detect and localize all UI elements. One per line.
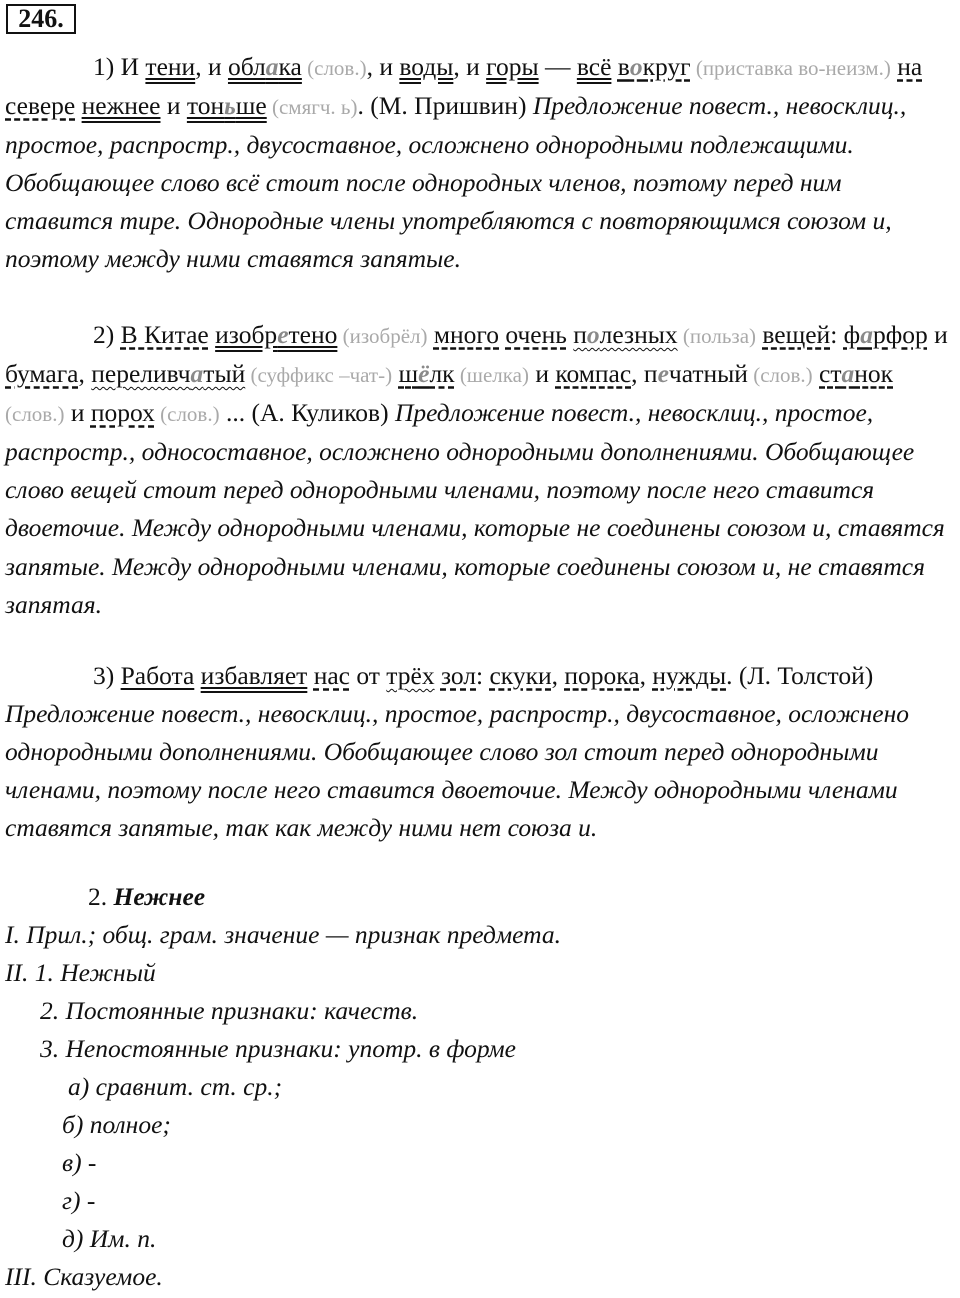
adverbial: В Китае [120,320,209,349]
subject: тени [145,52,196,81]
exercise-number: 246. [6,4,76,34]
morph-line: II. 1. Нежный [5,958,156,987]
generalizing-word: вещей [762,320,831,349]
sentence-2: 2) В Китае изобретено (изобрёл) много очень полезных (польза) вещей: фарфор и бумага, переливчатый (суффикс –чат-) шёлк (шелка) и компас, печатный (слов.) станок (слов.) и порох (слов.) ... (А. Куликов) Предложение повест., невосклиц., простое, распростр., односоставное, осложнено однородными дополнениями. Обобщающее слово вещей стоит перед однородными членами, поэтому после него ставится двоеточие. Между однородными членами, которые не соединены союзом и, ставятся запятые. Между однородными членами, которые соединены союзом и, не ставятся запятая. [5,320,948,619]
object: шёлк [398,359,455,389]
highlighted-letter: о [629,52,643,81]
morph-heading: 2. Нежнее [88,882,206,911]
spelling-comment: (слов.) [5,402,65,427]
object: нужды [652,661,727,690]
attribute: переливчатый [91,359,246,389]
predicate: тоньше [186,91,267,121]
subject: облака [227,52,302,81]
morph-line: III. Сказуемое. [5,1262,163,1291]
object: фарфор [843,320,928,349]
analysis-text: Предложение повест., невосклиц., простое, распростр., двусоставное, осложнено однородными дополнениями. Обобщающее слово зол стоит перед однородными членами, поэтому после него ставится двоеточие. Между однородными членами ставятся запятые, так как между ними нет союза и. [5,699,909,843]
morph-line: а) сравнит. ст. ср.; [68,1072,283,1101]
spelling-comment: (шелка) [454,363,529,388]
spelling-comment: (изобрёл) [337,324,428,348]
morph-line: в) - [62,1148,97,1177]
word: , и [195,52,228,81]
highlighted-letter: а [841,359,855,389]
word: , и [453,52,487,81]
spelling-comment: (слов.) [154,402,220,427]
spelling-comment: (слов.) [747,363,813,388]
highlighted-letter: а [265,52,279,81]
sentence-1: 1) И тени, и облака (слов.), и воды, и горы — всё вокруг (приставка во-неизм.) на севере нежнее и тоньше (смягч. ь). (М. Пришвин) Предложение повест., невосклиц., простое, распростр., двусоставное, осложнено однородными подлежащими. Обобщающее слово всё стоит после однородных членов, поэтому перед ним ставится тире. Однородные члены употребляются с повторяющимся союзом и, поэтому между ними ставятся запятые. [5,52,923,274]
highlighted-letter: ё [418,359,430,389]
sentence-3: 3) Работа избавляет нас от трёх зол: скуки, порока, нужды. (Л. Толстой) Предложение повест., невосклиц., простое, распростр., двусоставное, осложнено однородными дополнениями. Обобщающее слово зол стоит перед однородными членами, поэтому после него ставится двоеточие. Между однородными членами ставятся запятые, так как между ними нет союза и. [5,661,909,843]
highlighted-letter: е [657,359,669,389]
attribute: полезных [573,320,678,349]
item-number: 3) [93,661,121,690]
morph-line: 3. Непостоянные признаки: употр. в форме [40,1034,516,1063]
object: скуки [489,661,552,690]
attribute: печатный [643,359,748,389]
morph-line: I. Прил.; общ. грам. значение — признак предмета. [5,920,561,949]
object: много [433,320,499,349]
object: нас [313,661,350,690]
morph-line: 2. Постоянные признаки: качеств. [40,996,419,1025]
analysis-text: Предложение повест., невосклиц., простое, распростр., односоставное, осложнено однородными дополнениями. Обобщающее слово вещей стоит перед однородными членами, поэтому после него ставится двоеточие. Между однородными членами, которые не соединены союзом и, ставятся запятые. Между однородными членами, которые соединены союзом и, не ставятся запятая. [5,398,945,619]
spelling-comment: (смягч. ь) [266,95,358,120]
highlighted-letter: е [277,320,289,349]
item-number: 2) [93,320,121,349]
attribute: трёх [386,661,435,690]
highlighted-letter: ь [224,91,236,121]
word: , и [366,52,400,81]
spelling-comment: (суффикс –чат-) [245,363,393,388]
spelling-comment: (слов.) [301,56,367,80]
adverbial: очень [505,320,567,349]
generalizing-word: всё [576,52,612,81]
object: порока [564,661,640,690]
highlighted-letter: а [860,320,873,349]
object: порох [90,398,155,428]
subject: Работа [120,661,195,690]
word: И [120,52,146,81]
spelling-comment: (польза) [677,324,757,348]
subject: воды [399,52,454,81]
predicate: нежнее [81,91,161,121]
morph-word: Нежнее [113,882,206,911]
spelling-comment: (приставка во-неизм.) [690,56,891,80]
morph-line: д) Им. п. [62,1224,157,1253]
predicate: избавляет [200,661,308,690]
object: станок [819,359,894,389]
highlighted-letter: о [586,320,600,349]
morph-line: г) - [62,1186,96,1215]
adverbial: на севере [5,52,923,121]
adverbial: вокруг [617,52,691,81]
predicate: изобретено [215,320,338,349]
analysis-text: Предложение повест., невосклиц., простое, распростр., двусоставное, осложнено однородными подлежащими. Обобщающее слово всё стоит после однородных членов, поэтому перед ним ставится тире. Однородные члены употребляются с повторяющимся союзом и, поэтому между ними ставятся запятые. [5,91,907,274]
generalizing-word: зол [440,661,477,690]
item-number: 1) [93,52,121,81]
highlighted-letter: а [190,359,204,389]
object: компас [555,359,632,389]
subject: горы [486,52,539,81]
object: бумага [5,359,79,389]
word: — [538,52,577,81]
morph-line: б) полное; [62,1110,171,1139]
